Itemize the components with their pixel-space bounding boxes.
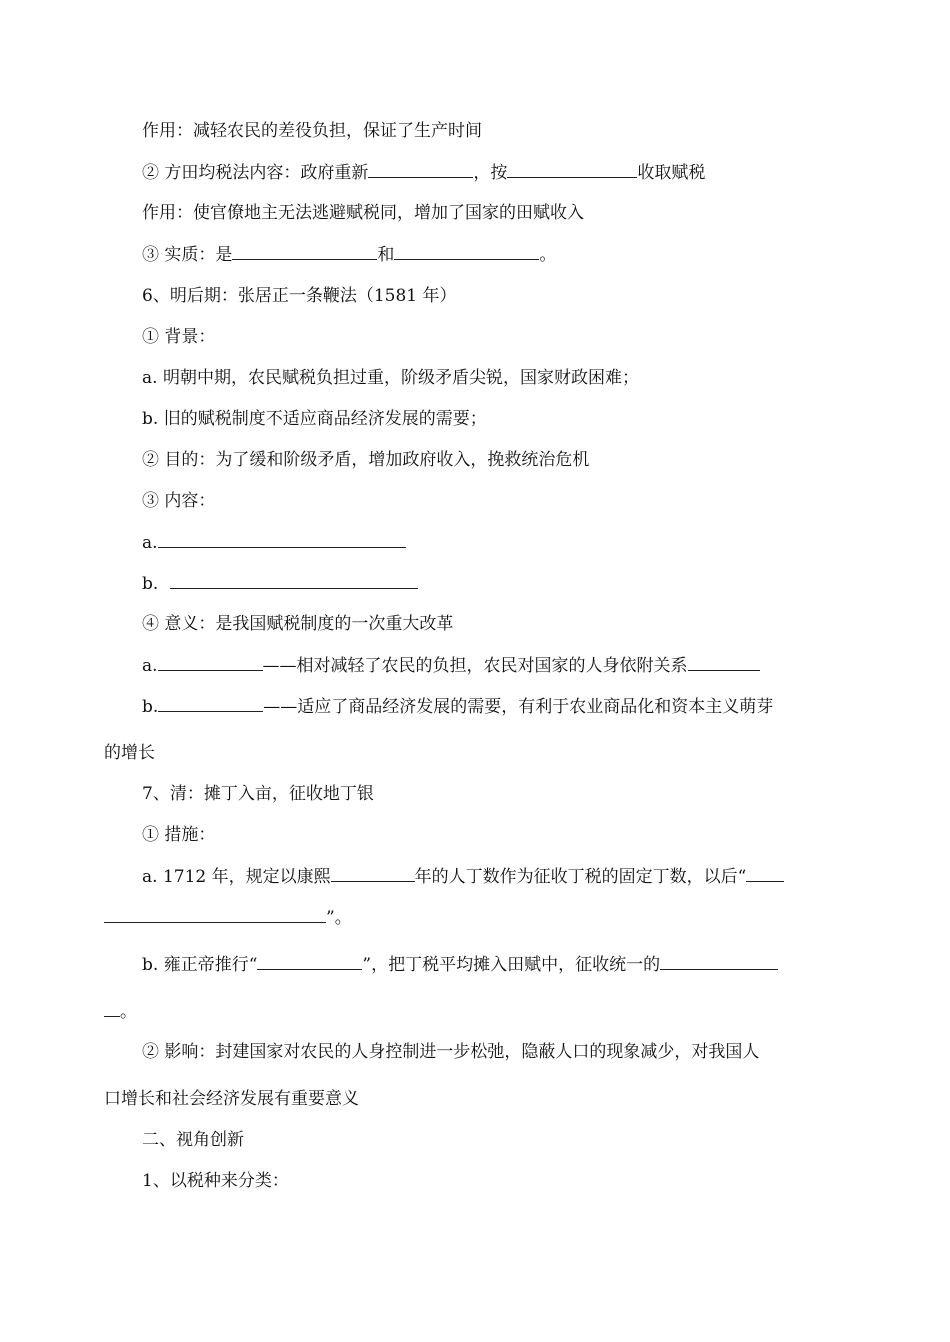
fill-blank[interactable] xyxy=(257,952,362,970)
section-heading: 1、以税种来分类： xyxy=(142,1171,289,1191)
fill-blank[interactable] xyxy=(688,653,760,671)
text-line: ① 背景： xyxy=(142,327,216,347)
text-segment: ③ 实质：是 xyxy=(142,245,233,265)
text-line: ① 措施： xyxy=(142,825,216,845)
text-segment: 。 xyxy=(120,1002,137,1022)
text-segment: ，按 xyxy=(473,163,508,183)
fill-blank[interactable] xyxy=(368,160,473,178)
text-segment: ② 方田均税法内容：政府重新 xyxy=(142,163,369,183)
fill-blank[interactable] xyxy=(232,242,377,260)
text-line-content-b xyxy=(142,571,418,596)
text-segment: ”，把丁税平均摊入田赋中，征收统一的 xyxy=(362,955,661,975)
text-line: ④ 意义：是我国赋税制度的一次重大改革 xyxy=(142,614,454,634)
fill-blank[interactable] xyxy=(104,999,120,1017)
fill-blank[interactable] xyxy=(170,571,418,589)
section-heading: 二、视角创新 xyxy=(142,1130,244,1150)
text-line-measure-b-cont xyxy=(104,999,137,1024)
text-line-measure-b xyxy=(142,952,778,977)
fill-blank[interactable] xyxy=(158,694,263,712)
fill-blank[interactable] xyxy=(158,653,263,671)
text-line: ② 目的：为了缓和阶级矛盾，增加政府收入，挽救统治危机 xyxy=(142,450,590,470)
section-heading: 7、清：摊丁入亩，征收地丁银 xyxy=(142,784,374,804)
fill-blank[interactable] xyxy=(746,864,784,882)
section-heading: 6、明后期：张居正一条鞭法（1581 年） xyxy=(142,286,457,306)
fill-blank[interactable] xyxy=(507,160,637,178)
fill-blank[interactable] xyxy=(660,952,778,970)
fill-blank[interactable] xyxy=(331,864,415,882)
text-line-significance-b xyxy=(142,694,773,719)
fill-blank[interactable] xyxy=(394,242,539,260)
text-segment: ——相对减轻了农民的负担，农民对国家的人身依附关系 xyxy=(262,656,688,676)
text-segment: b. xyxy=(142,697,159,717)
fill-blank[interactable] xyxy=(158,530,406,548)
text-line: b. 旧的赋税制度不适应商品经济发展的需要； xyxy=(142,409,487,429)
text-line-fangtian xyxy=(142,160,705,185)
text-segment: 和 xyxy=(377,245,395,265)
text-line-measure-a xyxy=(142,864,784,889)
text-segment: 年的人丁数作为征收丁税的固定丁数，以后“ xyxy=(414,867,747,887)
text-segment: 。 xyxy=(539,245,557,265)
fill-blank[interactable] xyxy=(104,905,326,923)
text-segment: b. 雍正帝推行“ xyxy=(142,955,258,975)
text-line-content-a xyxy=(142,530,406,555)
text-line: ② 影响：封建国家对农民的人身控制进一步松弛，隐蔽人口的现象减少，对我国人 xyxy=(142,1042,760,1062)
text-line: ③ 内容： xyxy=(142,491,216,511)
text-segment: a. xyxy=(142,533,158,553)
text-segment: a. xyxy=(142,656,158,676)
text-line: 作用：减轻农民的差役负担，保证了生产时间 xyxy=(142,121,482,141)
text-segment: ——适应了商品经济发展的需要，有利于农业商品化和资本主义萌芽 xyxy=(263,697,774,717)
text-segment: a. 1712 年，规定以康熙 xyxy=(142,867,331,887)
text-line: 的增长 xyxy=(104,743,155,763)
text-line-essence xyxy=(142,242,556,267)
text-line: 作用：使官僚地主无法逃避赋税同，增加了国家的田赋收入 xyxy=(142,203,584,223)
text-line-measure-a-cont xyxy=(104,905,352,930)
text-segment: b. xyxy=(142,574,159,594)
text-line: 口增长和社会经济发展有重要意义 xyxy=(104,1089,359,1109)
text-line: a. 明朝中期，农民赋税负担过重，阶级矛盾尖锐，国家财政困难； xyxy=(142,368,639,388)
text-segment: ”。 xyxy=(326,908,352,928)
text-line-significance-a xyxy=(142,653,760,678)
text-segment: 收取赋税 xyxy=(637,163,706,183)
